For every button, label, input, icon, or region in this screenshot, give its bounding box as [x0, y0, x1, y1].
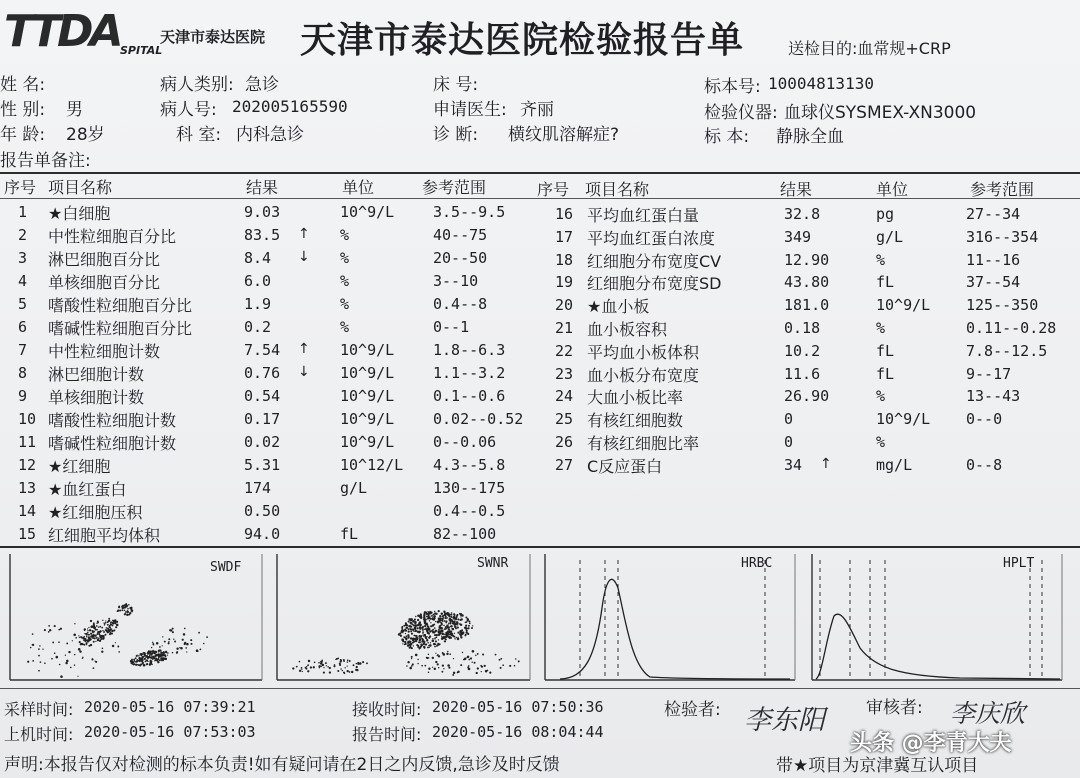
hrbc-histogram — [545, 554, 795, 680]
right-table-row-row-unit: 10^9/L — [876, 410, 931, 429]
right-table-row-row-name: ★血小板 — [587, 297, 650, 317]
right-table-row-row-name: 平均血红蛋白浓度 — [587, 228, 716, 248]
left-table-row-row-no: 1 — [18, 203, 28, 221]
left-table-row-row-range: 4.3--5.8 — [433, 456, 506, 474]
report-time-label: 报告时间: — [352, 725, 422, 744]
right-table-row-row-result: 32.8 — [784, 205, 821, 223]
left-table-row-row-result: 5.31 — [244, 456, 281, 474]
swnr-label: SWNR — [477, 556, 509, 571]
left-header-result: 结果 — [246, 178, 279, 197]
left-table-row-row-range: 82--100 — [433, 525, 497, 543]
diagnosis-label: 诊 断: — [433, 125, 479, 145]
right-table-row-row-result: 11.6 — [784, 364, 821, 383]
table-top-rule — [0, 172, 1080, 174]
right-table-row-row-unit: mg/L — [876, 455, 913, 474]
disclaimer: 声明:本报告仅对检测的标本负责!如有疑问请在2日之内反馈,急诊及时反馈 — [4, 755, 560, 775]
right-table-row-row-name: 有核红细胞数 — [587, 411, 684, 431]
patient-no-label: 病人号: — [160, 100, 217, 120]
left-table-row-row-unit: 10^9/L — [340, 341, 395, 359]
right-table-row-row-unit: % — [876, 250, 886, 269]
left-table-row-row-no: 4 — [18, 272, 28, 290]
receive-time-value: 2020-05-16 07:50:36 — [432, 698, 604, 716]
left-table-row-row-range: 0--0.06 — [433, 433, 497, 451]
left-table-row-row-no: 12 — [18, 456, 37, 474]
right-table-row-row-name: 平均血小板体积 — [587, 342, 700, 362]
name-label: 姓 名: — [0, 75, 46, 95]
left-table-row-row-no: 6 — [18, 318, 28, 336]
left-table-row-row-result: 83.5 — [244, 226, 281, 244]
left-table-row-row-name: 嗜碱性粒细胞百分比 — [48, 319, 193, 338]
right-table-row-row-flag: ↑ — [820, 455, 832, 472]
left-table-row-row-range: 0--1 — [433, 318, 470, 336]
right-table-row-row-range: 125--350 — [966, 296, 1039, 315]
left-table-row-row-result: 7.54 — [244, 341, 281, 359]
footer-top-rule — [0, 688, 1080, 689]
left-table-row-row-range: 0.02--0.52 — [433, 410, 524, 428]
specimen-label: 标 本: — [704, 127, 750, 147]
right-table-row-row-no: 19 — [555, 273, 574, 292]
left-table-row-row-flag: ↑ — [298, 341, 310, 357]
left-header-unit: 单位 — [342, 178, 375, 197]
gender-value: 男 — [66, 100, 83, 120]
left-table-row-row-name: 嗜酸性粒细胞计数 — [48, 411, 177, 430]
scattergram-panel — [0, 548, 1080, 688]
onboard-time-label: 上机时间: — [4, 725, 74, 744]
left-table-row-row-result: 0.50 — [244, 502, 281, 520]
right-table-row-row-unit: 10^9/L — [876, 296, 931, 315]
right-table-row-row-name: 血小板分布宽度 — [587, 365, 700, 385]
left-table-row-row-name: 红细胞平均体积 — [48, 526, 161, 545]
receive-time-label: 接收时间: — [352, 700, 422, 719]
right-table-row-row-unit: % — [876, 387, 886, 406]
right-table-row-row-result: 181.0 — [784, 296, 830, 315]
left-table-row-row-unit: % — [340, 249, 350, 267]
left-table-row-row-name: ★血红蛋白 — [48, 480, 127, 499]
left-table-row-row-result: 94.0 — [244, 525, 281, 543]
left-table-row-row-range: 0.4--0.5 — [433, 502, 506, 520]
left-table-row-row-unit: 10^9/L — [340, 387, 395, 405]
right-table-row-row-unit: % — [876, 319, 886, 337]
left-table-row-row-no: 9 — [18, 387, 28, 405]
left-table-row-row-name: ★白细胞 — [48, 204, 111, 223]
hospital-name-small: 天津市泰达医院 — [160, 28, 266, 46]
right-table-row-row-name: C反应蛋白 — [587, 456, 663, 476]
gender-label: 性 别: — [0, 100, 46, 120]
left-table-row-row-name: 中性粒细胞计数 — [48, 342, 161, 361]
left-table-row-row-name: 嗜酸性粒细胞百分比 — [48, 296, 193, 315]
right-table-row-row-result: 0 — [784, 410, 794, 429]
right-table-row-row-no: 27 — [555, 455, 574, 474]
right-header-name: 项目名称 — [585, 180, 650, 199]
left-table-row-row-range: 0.1--0.6 — [433, 387, 506, 405]
right-table-row-row-no: 23 — [555, 364, 574, 383]
hplt-label: HPLT — [1003, 556, 1035, 571]
right-table-row-row-name: 血小板容积 — [587, 320, 668, 339]
sample-time-label: 采样时间: — [4, 700, 74, 719]
left-table-row-row-no: 5 — [18, 295, 28, 313]
swdf-label: SWDF — [210, 560, 242, 575]
bed-label: 床 号: — [433, 75, 479, 95]
right-table-row-row-range: 316--354 — [966, 227, 1039, 246]
right-table-row-row-no: 17 — [555, 227, 574, 246]
left-table-row-row-no: 15 — [18, 525, 37, 543]
left-table-row-row-no: 13 — [18, 479, 37, 497]
right-table-row-row-result: 34 — [784, 455, 803, 474]
tester-label: 检验者: — [664, 700, 721, 720]
right-table-row-row-name: 有核红细胞比率 — [587, 434, 700, 453]
dept-value: 内科急诊 — [236, 125, 304, 145]
left-table-row-row-no: 11 — [18, 433, 37, 451]
remarks-label: 报告单备注: — [0, 151, 91, 171]
left-table-row-row-flag: ↓ — [298, 249, 310, 265]
left-table-row-row-range: 3.5--9.5 — [433, 203, 506, 221]
left-table-row-row-flag: ↑ — [298, 226, 310, 242]
left-table-row-row-no: 2 — [18, 226, 28, 244]
hrbc-label: HRBC — [741, 556, 773, 571]
sample-time-value: 2020-05-16 07:39:21 — [84, 698, 256, 716]
tester-signature: 李东阳 — [744, 705, 825, 736]
doctor-value: 齐丽 — [520, 100, 554, 120]
reviewer-signature: 李庆欣 — [950, 699, 1026, 728]
right-table-row-row-name: 红细胞分布宽度SD — [587, 274, 722, 294]
hospital-logo-sub: SPITAL — [120, 44, 163, 57]
left-table-row-row-result: 174 — [244, 479, 272, 497]
left-table-row-row-flag: ↓ — [298, 364, 310, 380]
right-table-row-row-range: 0--0 — [966, 410, 1003, 429]
left-table-row-row-result: 9.03 — [244, 203, 281, 221]
age-label: 年 龄: — [0, 125, 46, 145]
right-table-row-row-unit: fL — [876, 364, 895, 383]
right-table-row-row-result: 12.90 — [784, 250, 830, 269]
left-table-row-row-result: 8.4 — [244, 249, 272, 267]
left-table-row-row-unit: 10^9/L — [340, 203, 395, 221]
hospital-logo: TTDA — [4, 6, 120, 57]
right-table-row-row-no: 16 — [555, 205, 574, 223]
patient-no-value: 202005165590 — [232, 97, 348, 116]
left-table-row-row-range: 20--50 — [433, 249, 488, 267]
star-note: 带★项目为京津冀互认项目 — [776, 756, 979, 776]
right-header-range: 参考范围 — [970, 180, 1035, 199]
right-table-row-row-no: 21 — [555, 319, 574, 337]
right-table-row-row-unit: fL — [876, 273, 895, 292]
watermark: 头条 @李青大夫 — [850, 731, 1012, 756]
right-table-row-row-range: 9--17 — [966, 364, 1012, 383]
right-table-row-row-range: 13--43 — [966, 387, 1021, 406]
specimen-value: 静脉全血 — [776, 127, 844, 147]
left-table-row-row-range: 1.8--6.3 — [433, 341, 506, 359]
right-table-row-row-name: 红细胞分布宽度CV — [587, 251, 722, 271]
left-table-row-row-range: 40--75 — [433, 226, 488, 244]
left-table-row-row-unit: fL — [340, 525, 359, 543]
left-table-row-row-unit: 10^12/L — [340, 456, 404, 474]
left-table-row-row-range: 130--175 — [433, 479, 506, 497]
left-table-row-row-name: ★红细胞 — [48, 457, 111, 476]
left-table-row-row-result: 1.9 — [244, 295, 272, 313]
right-header-result: 结果 — [780, 180, 813, 199]
reviewer-label: 审核者: — [866, 698, 923, 718]
onboard-time-value: 2020-05-16 07:53:03 — [84, 723, 256, 741]
right-table-row-row-no: 25 — [555, 410, 574, 429]
instrument-value: 血球仪SYSMEX-XN3000 — [784, 103, 977, 123]
right-table-row-row-range: 37--54 — [966, 273, 1021, 292]
left-table-row-row-unit: 10^9/L — [340, 433, 395, 451]
right-table-row-row-range: 7.8--12.5 — [966, 341, 1048, 360]
right-table-row-row-result: 0.18 — [784, 319, 821, 337]
left-table-row-row-unit: 10^9/L — [340, 410, 395, 428]
right-table-row-row-name: 大血小板比率 — [587, 388, 684, 408]
right-header-no: 序号 — [537, 180, 570, 199]
right-table-row-row-result: 26.90 — [784, 387, 830, 406]
left-table-row-row-name: 中性粒细胞百分比 — [48, 227, 177, 246]
left-table-row-row-result: 0.17 — [244, 410, 281, 428]
left-header-no: 序号 — [4, 178, 37, 197]
left-table-row-row-no: 7 — [18, 341, 28, 359]
right-table-row-row-result: 10.2 — [784, 341, 821, 360]
right-table-row-row-unit: fL — [876, 341, 895, 360]
left-table-row-row-no: 10 — [18, 410, 37, 428]
right-table-row-row-name: 平均血红蛋白量 — [587, 206, 700, 225]
left-table-row-row-result: 0.54 — [244, 387, 281, 405]
left-table-row-row-result: 0.02 — [244, 433, 281, 451]
category-value: 急诊 — [245, 75, 279, 95]
left-table-row-row-range: 1.1--3.2 — [433, 364, 506, 382]
right-table-row-row-no: 26 — [555, 433, 574, 451]
specimen-no-value: 10004813130 — [768, 74, 874, 93]
age-value: 28岁 — [66, 125, 105, 145]
swnr-plot — [277, 554, 530, 680]
diagnosis-value: 横纹肌溶解症? — [508, 125, 620, 145]
right-table-row-row-no: 20 — [555, 296, 574, 315]
right-table-row-row-range: 0--8 — [966, 455, 1003, 474]
left-table-row-row-no: 8 — [18, 364, 28, 382]
left-table-row-row-name: 淋巴细胞计数 — [48, 365, 145, 384]
left-table-row-row-unit: g/L — [340, 479, 368, 497]
left-table-row-row-name: 单核细胞百分比 — [48, 273, 161, 292]
right-table-row-row-result: 43.80 — [784, 273, 830, 292]
test-purpose: 送检目的:血常规+CRP — [788, 39, 951, 58]
left-table-row-row-result: 0.76 — [244, 364, 281, 382]
left-header-range: 参考范围 — [422, 178, 487, 197]
left-header-name: 项目名称 — [48, 178, 113, 197]
right-table-row-row-unit: pg — [876, 205, 895, 223]
left-table-row-row-range: 0.4--8 — [433, 295, 488, 313]
instrument-label: 检验仪器: — [704, 103, 778, 123]
left-table-row-row-unit: % — [340, 226, 350, 244]
left-table-row-row-unit: % — [340, 295, 350, 313]
left-table-row-row-no: 3 — [18, 249, 28, 267]
right-table-row-row-no: 24 — [555, 387, 574, 406]
specimen-no-label: 标本号: — [704, 77, 761, 97]
left-table-row-row-result: 6.0 — [244, 272, 272, 290]
right-table-row-row-range: 27--34 — [966, 205, 1021, 223]
category-label: 病人类别: — [160, 75, 234, 95]
dept-label: 科 室: — [176, 125, 222, 145]
left-table-row-row-no: 14 — [18, 502, 37, 520]
right-table-row-row-range: 0.11--0.28 — [966, 319, 1057, 337]
left-table-row-row-unit: % — [340, 318, 350, 336]
right-table-row-row-result: 349 — [784, 227, 812, 246]
right-header-unit: 单位 — [876, 180, 909, 199]
right-table-row-row-result: 0 — [784, 433, 794, 451]
left-table-row-row-name: 单核细胞计数 — [48, 388, 145, 407]
right-table-row-row-range: 11--16 — [966, 250, 1021, 269]
right-table-row-row-no: 18 — [555, 250, 574, 269]
right-table-row-row-unit: g/L — [876, 227, 904, 246]
left-table-row-row-range: 3--10 — [433, 272, 479, 290]
left-table-row-row-unit: % — [340, 272, 350, 290]
doctor-label: 申请医生: — [433, 100, 507, 120]
left-table-row-row-unit: 10^9/L — [340, 364, 395, 382]
right-table-row-row-unit: % — [876, 433, 886, 451]
report-time-value: 2020-05-16 08:04:44 — [432, 723, 604, 741]
left-table-row-row-result: 0.2 — [244, 318, 272, 336]
hplt-histogram — [812, 554, 1062, 680]
left-table-row-row-name: 嗜碱性粒细胞计数 — [48, 434, 177, 453]
left-table-row-row-name: 淋巴细胞百分比 — [48, 250, 161, 269]
right-table-row-row-no: 22 — [555, 341, 574, 360]
left-table-row-row-name: ★红细胞压积 — [48, 503, 143, 522]
report-title: 天津市泰达医院检验报告单 — [300, 19, 745, 61]
